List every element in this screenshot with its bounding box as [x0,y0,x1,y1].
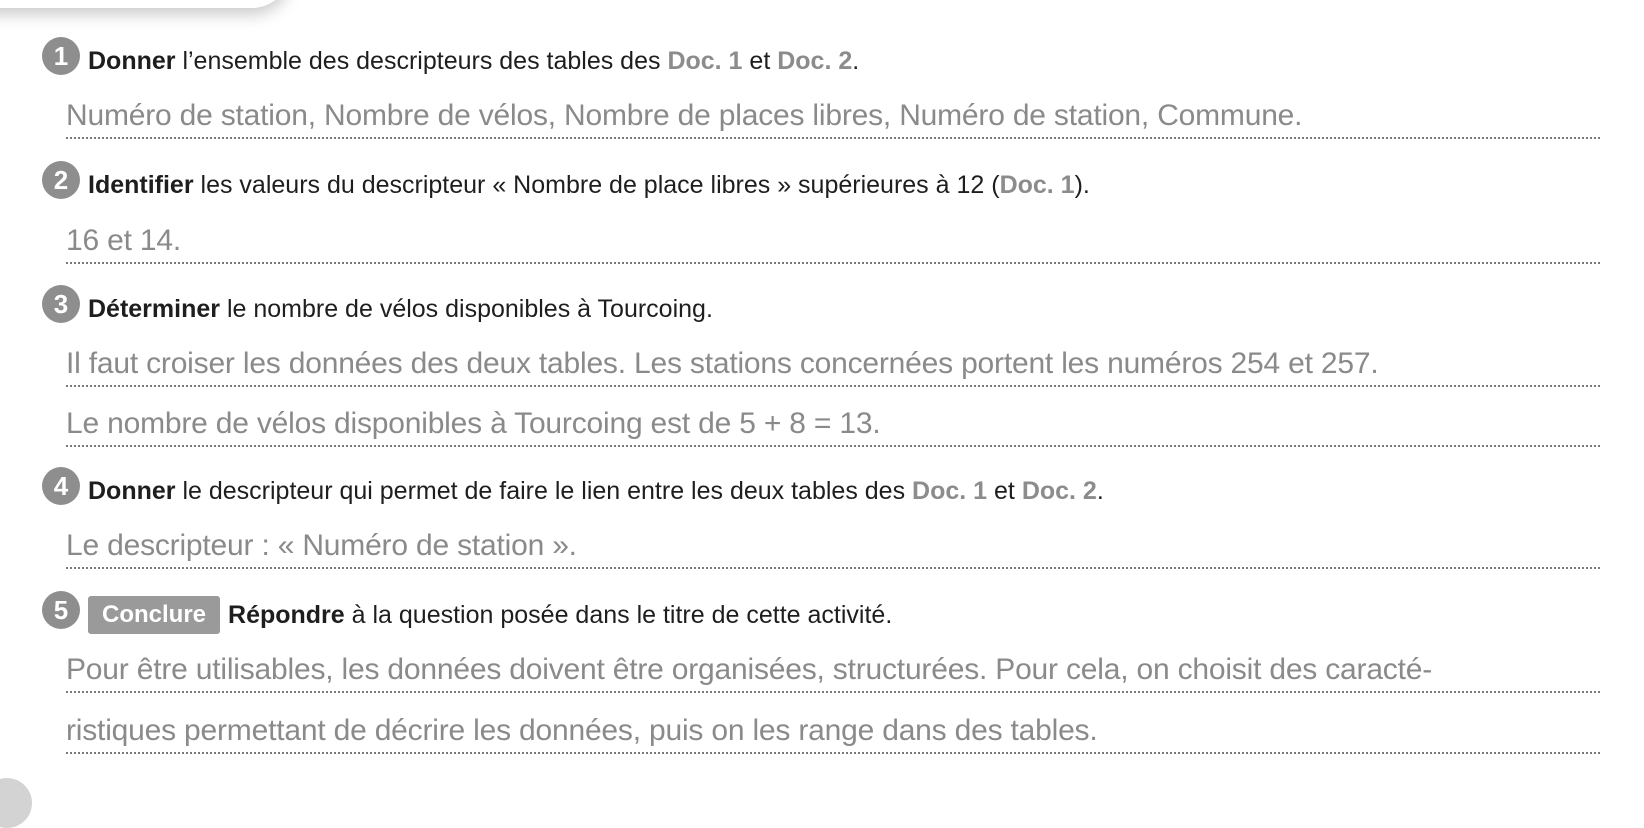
page-corner-decoration [0,778,32,828]
question-3 [42,289,1600,326]
question-text-part: les valeurs du descripteur « Nombre de place libres » supérieures à 12 ( [193,171,1000,199]
question-1 [42,41,1600,78]
answer-line: 16 et 14. [66,222,1600,264]
answer-line: Numéro de station, Nombre de vélos, Nombre de places libres, Numéro de station, Commune. [66,97,1600,139]
answer-line: Le nombre de vélos disponibles à Tourcoing est de 5 + 8 = 13. [66,405,1600,447]
question-text-part: le descripteur qui permet de faire le lien entre les deux tables des [175,477,913,505]
question-number-badge: 4 [42,467,80,505]
doc-reference: Doc. 1 [667,47,743,75]
question-5 [42,596,1600,634]
question-text-part: et [742,47,778,75]
conclure-tag: Conclure [88,596,220,634]
question-verb: Donner [88,477,176,505]
answer-line: ristiques permettant de décrire les données, puis on les range dans des tables. [66,712,1600,754]
question-text-part: . [1096,477,1104,505]
question-verb: Déterminer [88,295,220,323]
question-number-badge: 2 [42,161,80,199]
doc-reference: Doc. 1 [999,171,1075,199]
question-text [88,44,859,78]
question-text [88,474,1104,508]
doc-reference: Doc. 2 [1021,477,1097,505]
question-text-part: à la question posée dans le titre de cette activité. [344,601,893,629]
top-shadow-decoration [0,0,290,8]
question-text-part: . [852,47,860,75]
answer-line: Il faut croiser les données des deux tables. Les stations concernées portent les numéros 254 et 257. [66,345,1600,387]
question-text-part: ). [1074,171,1090,199]
question-text-part: le nombre de vélos disponibles à Tourcoing. [220,295,713,323]
answer-line: Le descripteur : « Numéro de station ». [66,527,1600,569]
question-text [228,598,892,632]
question-verb: Donner [88,47,176,75]
question-text [88,168,1090,202]
question-4 [42,471,1600,508]
question-number-badge: 5 [42,591,80,629]
question-verb: Répondre [228,601,345,629]
question-verb: Identifier [88,171,194,199]
doc-reference: Doc. 2 [777,47,853,75]
question-number-badge: 1 [42,37,80,75]
question-text [88,292,713,326]
doc-reference: Doc. 1 [912,477,988,505]
question-2 [42,165,1600,202]
answer-line: Pour être utilisables, les données doivent être organisées, structurées. Pour cela, on choisit des caracté- [66,651,1600,693]
question-number-badge: 3 [42,285,80,323]
question-text-part: et [987,477,1022,505]
question-text-part: l’ensemble des descripteurs des tables des [175,47,668,75]
